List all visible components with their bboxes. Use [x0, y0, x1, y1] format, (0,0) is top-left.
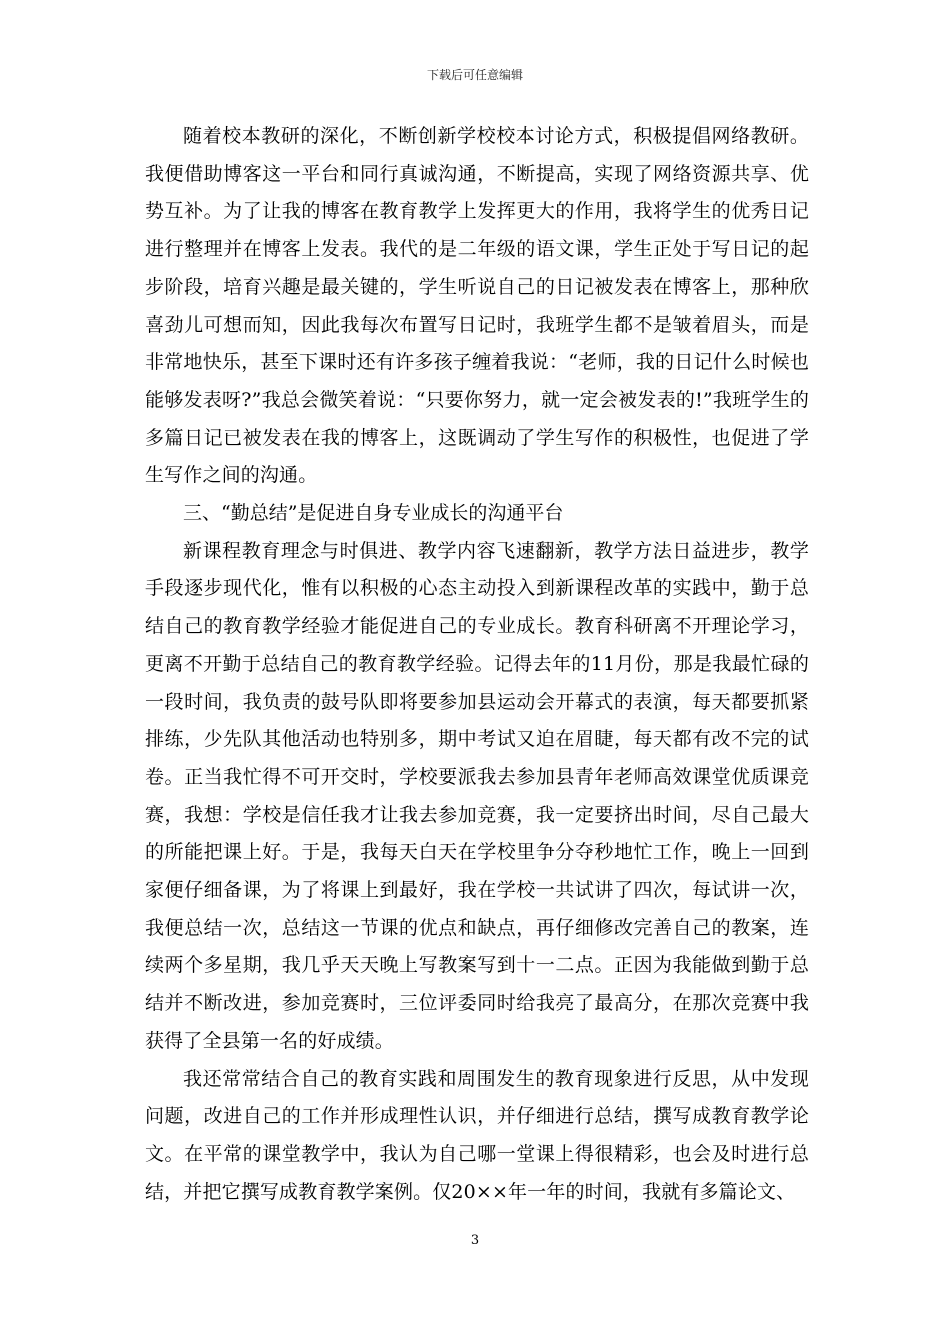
- section-heading: 三、“勤总结”是促进自身专业成长的沟通平台: [183, 502, 564, 525]
- body-paragraph-reflection: 我还常常结合自己的教育实践和周围发生的教育现象进行反思，从中发现问题，改进自己的工作并形成理性认识，并仔细进行总结，撰写成教育教学论文。在平常的课堂教学中，我认为自己哪一堂课上得很精彩，也会及时进行总结，并把它撰写成教育教学案例。仅20××年一年的时间，我就有多篇论文、: [145, 1067, 809, 1203]
- page-header-note: 下载后可任意编辑: [426, 68, 523, 82]
- document-body: [145, 118, 809, 1211]
- body-paragraph-summary: 新课程教育理念与时俱进、教学内容飞速翻新，教学方法日益进步，教学手段逐步现代化，惟有以积极的心态主动投入到新课程改革的实践中，勤于总结自己的教育教学经验才能促进自己的专业成长。教育科研离不开理论学习，更离不开勤于总结自己的教育教学经验。记得去年的11月份，那是我最忙碌的一段时间，我负责的鼓号队即将要参加县运动会开幕式的表演，每天都要抓紧排练，少先队其他活动也特别多，期中考试又迫在眉睫，每天都有改不完的试卷。正当我忙得不可开交时，学校要派我去参加县青年老师高效课堂优质课竞赛，我想：学校是信任我才让我去参加竞赛，我一定要挤出时间，尽自己最大的所能把课上好。于是，我每天白天在学校里争分夺秒地忙工作，晚上一回到家便仔细备课，为了将课上到最好，我在学校一共试讲了四次，每试讲一次，我便总结一次，总结这一节课的优点和缺点，再仔细修改完善自己的教案，连续两个多星期，我几乎天天晚上写教案写到十一二点。正因为我能做到勤于总结并不断改进，参加竞赛时，三位评委同时给我亮了最高分，在那次竞赛中我获得了全县第一名的好成绩。: [145, 539, 809, 1052]
- body-paragraph-blog: 随着校本教研的深化，不断创新学校校本讨论方式，积极提倡网络教研。我便借助博客这一平台和同行真诚沟通，不断提高，实现了网络资源共享、优势互补。为了让我的博客在教育教学上发挥更大的作用，我将学生的优秀日记进行整理并在博客上发表。我代的是二年级的语文课，学生正处于写日记的起步阶段，培育兴趣是最关键的，学生听说自己的日记被发表在博客上，那种欣喜劲儿可想而知，因此我每次布置写日记时，我班学生都不是皱着眉头，而是非常地快乐，甚至下课时还有许多孩子缠着我说：“老师，我的日记什么时候也能够发表呀?”我总会微笑着说：“只要你努力，就一定会被发表的!”我班学生的多篇日记已被发表在我的博客上，这既调动了学生写作的积极性，也促进了学生写作之间的沟通。: [145, 125, 809, 487]
- page-number: 3: [470, 1233, 480, 1248]
